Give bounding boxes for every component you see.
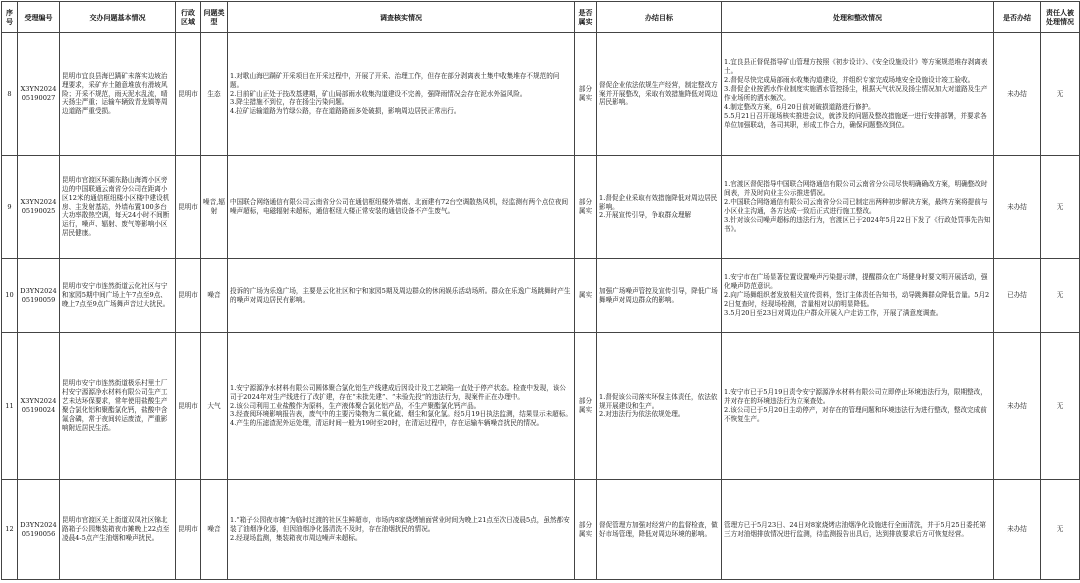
investigation-findings-line: 2.目前矿山正处于技改基建期，矿山局部雨水收集沟道建设不完善，强降雨情况会存在泥水外溢风险。 [230,89,527,98]
header-issue: 交办问题基本情况 [60,2,176,33]
handling-status [722,333,994,480]
case-table [1,1,1080,580]
region: 昆明市 [176,156,201,259]
completion-status: 未办结 [994,480,1041,580]
handling-status-line: 2.督促尽快完成局部雨水收集沟道建设，并组织专家完成场地安全设施设计竣工验收。 [724,76,975,85]
resolution-target: 1.督促企业采取有效措施降低对周边居民影响。 2.开展宣传引导，争取群众理解 [597,156,722,259]
case-code: X3YN2024 05190027 [18,33,60,156]
issue-type: 生态 [201,33,228,156]
investigation-findings-line: 4.产生的压滤渣泥外运处理，清运时间一般为19时至20时，在清运过程中，存在运输车辆噪音扰民的情况。 [230,419,544,428]
handling-status-line: 2.中国联合网络通信有限公司云南省分公司已制定出两种初步解决方案，最终方案将提前与小区业主沟通，各方达成一致后正式进行施工整改。 [724,198,988,215]
table-row [2,33,1080,156]
handling-status-line: 5.5月21日召开现场核实推进会议，就涉及的问题及整改措施逐一进行安排部署，并要求各单位加强联动，各司其职，形成工作合力，确保问题整改到位。 [724,111,987,129]
handling-status-line: 1.安宁市在广场显著位置设置噪声污染提示牌，提醒群众在广场健身时要文明开展活动，强化噪声防范意识。 [724,273,988,291]
investigation-findings [228,480,575,580]
issue-description: 昆明市安宁市连然街道云化社区与宁和家园5期中间广场上午7点至9点、晚上7点至9点广场舞声音过大扰民。 [60,259,176,333]
handling-status-line: 3.5月20日至23日对周边住户群众开展入户走访工作，开展了满意度调查。 [724,308,943,317]
case-code: X3YN2024 05190025 [18,156,60,259]
handling-status [722,156,994,259]
investigation-findings-line: 1.对歌山海巴蹒矿开采项目在开采过程中，开展了开采、治理工作，但存在部分剥离表土集中收集堆存不规范的问题。 [230,71,560,89]
is-true: 属实 [575,259,597,333]
handling-status-line: 2.向广场舞组织者发放相关宣传资料，签订主体责任告知书，动导跳舞群众降低音量。5月22日复查时，经现场检测，音量相对以前明显降低。 [724,291,990,308]
handling-status-line: 3.督促企业按洒水作业制度实施洒水管控扬尘，根据天气状况及扬尘情况加大对道路及生产作业场所的洒水频次。 [724,85,988,102]
region: 昆明市 [176,333,201,480]
row-number: 9 [2,156,18,259]
is-true: 部分属实 [575,33,597,156]
accountability: 无 [1041,33,1080,156]
completion-status: 未办结 [994,33,1041,156]
investigation-findings-line: 投诉的广场为乐逸广场，主要是云化社区和宁和家园5期及周边群众的休闲娱乐活动场所。群众在乐逸广场跳舞时产生的噪声对周边居民有影响。 [230,286,571,304]
header-done: 是否办结 [994,2,1041,33]
table-row [2,156,1080,259]
header-no: 序号 [2,2,18,33]
handling-status-line: 1.安宁市已于5月19日责令安宁源源净水材料有限公司立即停止环境违法行为，限期整改，并对存在的环境违法行为立案查处。 [724,388,987,406]
table-row [2,480,1080,580]
resolution-target: 督促管理方加强对经营户的监督检查，做好市场管理，降低对周边环境的影响。 [597,480,722,580]
issue-type: 大气 [201,333,228,480]
header-code: 受理编号 [18,2,60,33]
handling-status-line: 管理方已于5月23日、24日对8家烧烤店油烟净化设施进行全面清洗，并于5月25日委托第三方对油烟排放情况进行监测，待监测报告出具后，达到排放要求后方可恢复经营。 [724,520,986,538]
completion-status: 未办结 [994,156,1041,259]
table-body [2,33,1080,580]
region: 昆明市 [176,480,201,580]
accountability: 无 [1041,333,1080,480]
table-row [2,259,1080,333]
accountability: 无 [1041,259,1080,333]
issue-description: 昆明市官渡区环湖东路山海湾小区旁边的中国联通云南省分公司在距离小区12米的通信枢纽楼小区楼中建设机房、主发射基站，外墙布置100多台大功率散热空调，每天24小时不间断运行，噪声、辐射、废气等影响小区居民健康。 [60,156,176,259]
header-person: 责任人被处理情况 [1041,2,1080,33]
resolution-target: 1.督促该公司落实环保主体责任，依法依规开展建设和生产。 2.对违法行为依法依规处理。 [597,333,722,480]
header-region: 行政区域 [176,2,201,33]
handling-status-line: 3.针对该公司噪声超标的违法行为，官渡区已于2024年5月22日下发了《行政处罚事先告知书》。 [724,215,991,233]
completion-status: 未办结 [994,333,1041,480]
header-handling: 处理和整改情况 [722,2,994,33]
investigation-findings-line: 3.经查阅环境影响报告表，废气中的主要污染物为二氧化硫、烟尘和氯化氢。经5月19日执法监测，结果显示未超标。 [230,410,572,419]
table-row [2,333,1080,480]
region: 昆明市 [176,259,201,333]
investigation-findings [228,156,575,259]
issue-type: 噪音 [201,259,228,333]
row-number: 8 [2,33,18,156]
row-number: 12 [2,480,18,580]
case-code: X3YN2024 05190024 [18,333,60,480]
header-true: 是否属实 [575,2,597,33]
header-type: 问题类型 [201,2,228,33]
investigation-findings-line: 2.经现场监测，集装箱夜市周边噪声未超标。 [230,533,362,542]
region: 昆明市 [176,33,201,156]
issue-description: 昆明市宜良县海巴蹒矿未落实边坡治理要求，采矿弃土随意堆放有滑坡风险；开采不规范，雨天泥水乱流，晴天扬尘严重；运输车辆致青龙镇等周边道路严重受损。 [60,33,176,156]
case-code: D3YN2024 05190056 [18,480,60,580]
row-number: 10 [2,259,18,333]
issue-type: 噪音 [201,480,228,580]
issue-description: 昆明市安宁市连然街道极乐村里土厂村安宁源源净水材料有限公司生产工艺未达环保要求，常年使用盐酸生产聚合氯化铝和聚酯氯化钙，盐酸中含氟含磷，常于夜间转运废渣，严重影响附近居民生活。 [60,333,176,480]
investigation-findings-line: 2.该公司利用工业盐酸作为原料，生产液体聚合氯化铝产品，不生产聚酯氯化钙产品。 [230,401,481,410]
investigation-findings [228,333,575,480]
accountability: 无 [1041,156,1080,259]
investigation-findings [228,259,575,333]
is-true: 部分属实 [575,333,597,480]
accountability: 无 [1041,480,1080,580]
handling-status-line: 4.制定整改方案，6月20日前对破损道路进行修护。 [724,102,875,111]
handling-status [722,480,994,580]
handling-status-line: 1.官渡区督促指导中国联合网络通信有限公司云南省分公司尽快明确确改方案，明确整改时间表，并及时向业主公示推进情况。 [724,180,988,198]
is-true: 部分属实 [575,480,597,580]
issue-description: 昆明市官渡区关上街道双凤社区锦北路箱子公园集装箱夜市摊晚上22点至凌晨4-5点产生油烟和噪声扰民。 [60,480,176,580]
handling-status [722,259,994,333]
case-code: D3YN2024 05190059 [18,259,60,333]
handling-status-line: 2.该公司已于5月20日主动停产，对存在的管理问题和环境违法行为进行整改，整改完成前不恢复生产。 [724,406,987,423]
row-number: 11 [2,333,18,480]
investigation-findings-line: 1.“箱子公园夜市摊”为临时过渡的社区生鲜超市，市场内8家烧烤铺面营业时间为晚上21点至次日凌晨5点，虽然都安装了油烟净化器，但因油烟净化器清洗不及时，存在油烟扰民的情况。 [230,516,570,534]
investigation-findings-line: 3.降尘措施不到位，存在扬尘污染问题。 [230,98,349,107]
completion-status: 已办结 [994,259,1041,333]
handling-status [722,33,994,156]
resolution-target: 督促企业依法依规生产经营，制定整改方案并开展整改，采取有效措施降低对周边居民影响。 [597,33,722,156]
handling-status-line: 1.宜良县正督促指导矿山管理方按照《初步设计》、《安全设施设计》等方案规范堆存剥离表土。 [724,58,988,76]
header-investigation: 调查核实情况 [228,2,575,33]
investigation-findings-line: 4.拉矿运输道路为竹绿公路，存在道路路面多处破损，影响周边居民正常出行。 [230,107,461,116]
investigation-findings-line: 中国联合网络通信有限公司云南省分公司在通信枢纽楼外墙南、北面建有72台空调散热风机，经监测有两个点位夜间噪声超标，电磁辐射未超标，通信枢纽大楼正常安装的通信设备不产生废气。 [230,198,569,215]
table-header-row [2,2,1080,33]
header-target: 办结目标 [597,2,722,33]
is-true: 部分属实 [575,156,597,259]
investigation-findings-line: 1.安宁源源净水材料有限公司圆体聚合氯化铝生产线建成后因设计及工艺缺陷一直处于停产状态。检查中发现，该公司于2024年对生产线进行了改扩建，存在“未批先建”、“未验先投”的违法行为，现案件正在办理中。 [230,383,566,401]
investigation-findings [228,33,575,156]
resolution-target: 加强广场噪声管控及宣传引导，降低广场舞噪声对周边群众的影响。 [597,259,722,333]
issue-type: 噪音,辐射 [201,156,228,259]
